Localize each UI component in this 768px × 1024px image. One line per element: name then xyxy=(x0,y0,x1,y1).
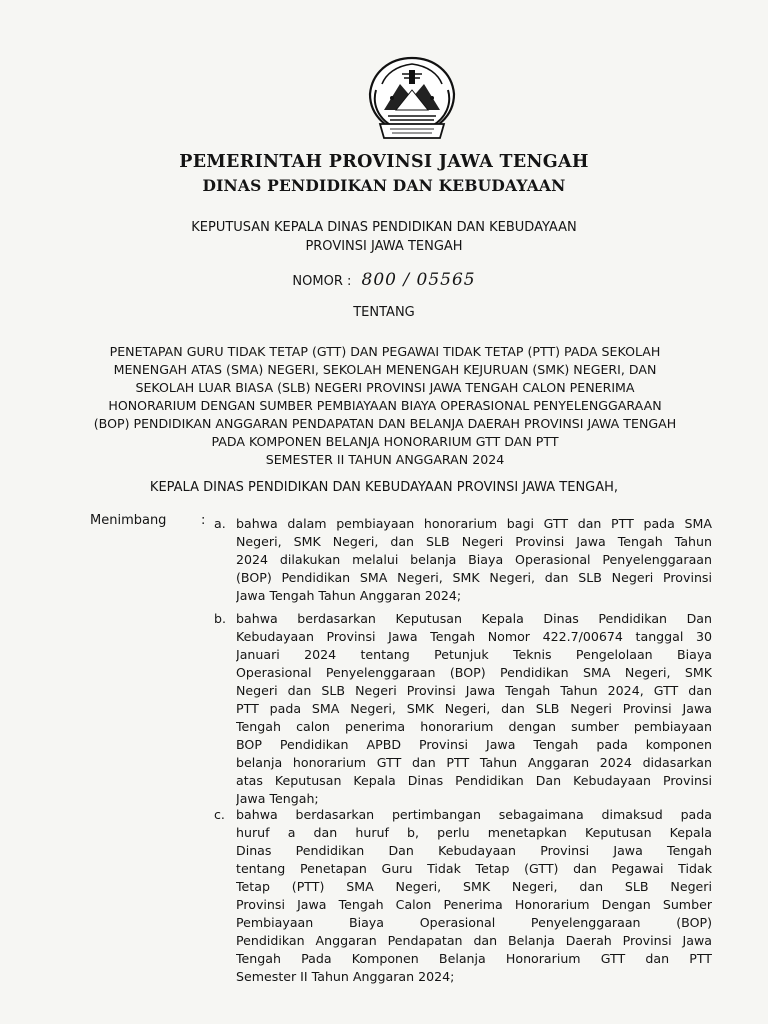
point-line: Tetap (PTT) SMA Negeri, SMK Negeri, dan SLB Negeri xyxy=(236,879,712,894)
provincial-emblem-logo xyxy=(362,54,462,144)
subject-line: MENENGAH ATAS (SMA) NEGERI, SEKOLAH MENENGAH KEJURUAN (SMK) NEGERI, DAN xyxy=(113,362,657,377)
point-line: Tengah Pada Komponen Belanja Honorarium GTT dan PTT xyxy=(236,951,712,966)
point-line: PTT pada SMA Negeri, SMK Negeri, dan SLB Negeri Provinsi Jawa xyxy=(236,701,712,716)
point-letter: c. xyxy=(214,807,225,822)
emblem-graphic xyxy=(362,54,462,144)
point-line: Tengah calon penerima honorarium dengan sumber pembiayaan xyxy=(236,719,712,734)
point-line: Januari 2024 tentang Petunjuk Teknis Pengelolaan Biaya xyxy=(236,647,712,662)
nomor-label: NOMOR : xyxy=(292,274,352,289)
government-name: PEMERINTAH PROVINSI JAWA TENGAH xyxy=(179,152,589,172)
point-line: Jawa Tengah Tahun Anggaran 2024; xyxy=(236,588,462,603)
issuer-line: KEPALA DINAS PENDIDIKAN DAN KEBUDAYAAN PROVINSI JAWA TENGAH, xyxy=(149,480,619,495)
subject-line: SEMESTER II TAHUN ANGGARAN 2024 xyxy=(265,452,505,467)
point-line: atas Keputusan Kepala Dinas Pendidikan Dan Kebudayaan Provinsi xyxy=(236,773,712,788)
point-line: bahwa berdasarkan Keputusan Kepala Dinas Pendidikan Dan xyxy=(236,611,712,626)
point-line: Semester II Tahun Anggaran 2024; xyxy=(236,969,455,984)
point-line: Jawa Tengah; xyxy=(236,791,319,806)
subject-line: SEKOLAH LUAR BIASA (SLB) NEGERI PROVINSI JAWA TENGAH CALON PENERIMA xyxy=(135,380,635,395)
point-line: BOP Pendidikan APBD Provinsi Jawa Tengah pada komponen xyxy=(236,737,712,752)
point-line: (BOP) Pendidikan SMA Negeri, SMK Negeri, dan SLB Negeri Provinsi xyxy=(236,570,712,585)
point-line: Pembiayaan Biaya Operasional Penyelenggaraan (BOP) xyxy=(236,915,712,930)
point-line: 2024 dilakukan melalui belanja Biaya Operasional Penyelenggaraan xyxy=(236,552,712,567)
subject-line: PADA KOMPONEN BELANJA HONORARIUM GTT DAN PTT xyxy=(211,434,559,449)
point-letter: b. xyxy=(214,611,226,626)
point-line: Kebudayaan Provinsi Jawa Tengah Nomor 422.7/00674 tanggal 30 xyxy=(236,629,712,644)
decree-title xyxy=(0,218,768,256)
point-line: tentang Penetapan Guru Tidak Tetap (GTT) dan Pegawai Tidak xyxy=(236,861,712,876)
point-line: Dinas Pendidikan Dan Kebudayaan Provinsi Jawa Tengah xyxy=(236,843,712,858)
agency-name: DINAS PENDIDIKAN DAN KEBUDAYAAN xyxy=(202,176,566,195)
point-line: Pendidikan Anggaran Pendapatan dan Belanja Daerah Provinsi Jawa xyxy=(236,933,712,948)
tentang-heading: TENTANG xyxy=(353,305,415,320)
subject-line: PENETAPAN GURU TIDAK TETAP (GTT) DAN PEGAWAI TIDAK TETAP (PTT) PADA SEKOLAH xyxy=(109,344,661,359)
decree-number xyxy=(0,270,768,290)
point-text xyxy=(236,806,712,986)
point-line: bahwa berdasarkan pertimbangan sebagaimana dimaksud pada xyxy=(236,807,712,822)
point-line: Negeri dan SLB Negeri Provinsi Jawa Tengah Tahun 2024, GTT dan xyxy=(236,683,712,698)
point-line: huruf a dan huruf b, perlu menetapkan Keputusan Kepala xyxy=(236,825,712,840)
point-line: Provinsi Jawa Tengah Calon Penerima Honorarium Dengan Sumber xyxy=(236,897,712,912)
decree-title-line: PROVINSI JAWA TENGAH xyxy=(305,239,463,254)
subject-line: HONORARIUM DENGAN SUMBER PEMBIAYAAN BIAYA OPERASIONAL PENYELENGGARAAN xyxy=(108,398,662,413)
point-line: belanja honorarium GTT dan PTT Tahun Anggaran 2024 didasarkan xyxy=(236,755,712,770)
decree-title-line: KEPUTUSAN KEPALA DINAS PENDIDIKAN DAN KEBUDAYAAN xyxy=(191,220,577,235)
subject-line: (BOP) PENDIDIKAN ANGGARAN PENDAPATAN DAN BELANJA DAERAH PROVINSI JAWA TENGAH xyxy=(93,416,677,431)
point-line: Operasional Penyelenggaraan (BOP) Pendidikan SMA Negeri, SMK xyxy=(236,665,712,680)
nomor-value: 800 / 05565 xyxy=(361,270,476,290)
menimbang-label: Menimbang xyxy=(90,513,167,528)
point-text xyxy=(236,610,712,808)
point-line: Negeri, SMK Negeri, dan SLB Negeri Provinsi Jawa Tengah Tahun xyxy=(236,534,712,549)
point-text xyxy=(236,515,712,605)
menimbang-colon: : xyxy=(201,513,206,528)
point-letter: a. xyxy=(214,516,226,531)
point-line: bahwa dalam pembiayaan honorarium bagi GTT dan PTT pada SMA xyxy=(236,516,712,531)
decree-subject xyxy=(40,343,730,469)
